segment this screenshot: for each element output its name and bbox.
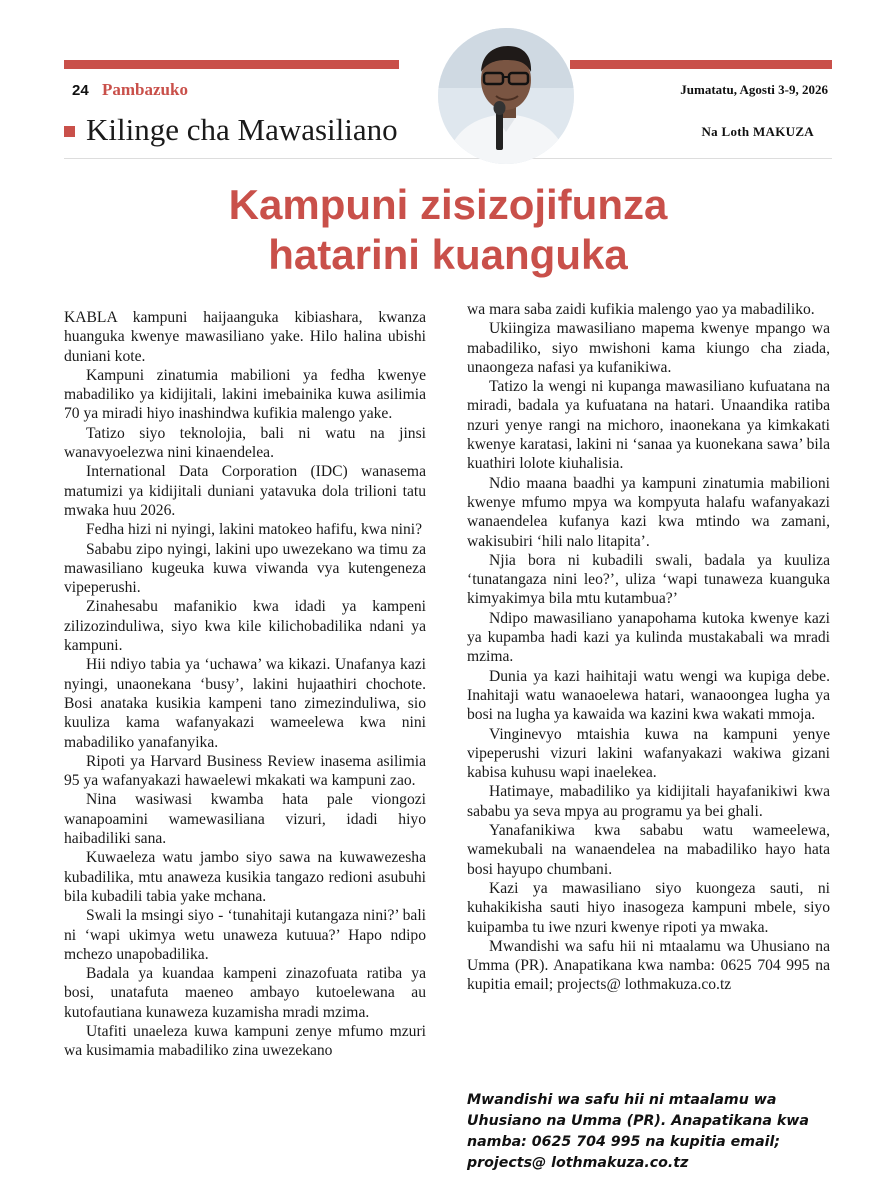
paragraph: Ripoti ya Harvard Business Review inasema asilimia 95 ya wafanyakazi hawaelewi mkakati wa kampuni zao.	[64, 752, 426, 790]
header-separator	[64, 158, 832, 159]
paragraph: Fedha hizi ni nyingi, lakini matokeo hafifu, kwa nini?	[86, 521, 423, 539]
paragraph: Hatimaye, mabadiliko ya kidijitali hayafanikiwi kwa sababu ya seva mpya au programu ya bei ghali.	[467, 783, 830, 820]
author-photo	[438, 28, 574, 164]
paragraph: Hii ndiyo tabia ya ‘uchawa’ wa kikazi. Unafanya kazi nyingi, unaonekana ‘busy’, lakini hujaathiri chochote. Bosi anataka kusikia kampeni tano zimezinduliwa, sio kuuliza kama wafanyakazi wameelewa kwa nini mabadiliko yanafanyika.	[64, 656, 426, 751]
paragraph: Badala ya kuandaa kampeni zinazofuata ratiba ya bosi, unatafuta maeneo ambayo kutoelewana au kutofautiana kunaweza kuzamisha mradi mzima.	[64, 965, 426, 1021]
paragraph: Kampuni zinatumia mabilioni ya fedha kwenye mabadiliko ya kidijitali, lakini imebainika kuwa asilimia 70 ya miradi hiyo inashindwa kufikia malengo yake.	[64, 366, 426, 423]
paragraph: Utafiti unaeleza kuwa kampuni zenye mfumo mzuri wa kusimamia mabadiliko zina uwezekano	[64, 1022, 426, 1060]
paragraph: Tatizo siyo teknolojia, bali ni watu na jinsi wanavyoelezwa nini kinaendelea.	[64, 424, 426, 462]
issue-date: Jumatatu, Agosti 3-9, 2026	[680, 82, 828, 97]
headline-line-2: hatarini kuanguka	[268, 231, 628, 278]
paragraph: Tatizo la wengi ni kupanga mawasiliano kufuatana na miradi, badala ya kufuatana na hatari. Unaandika ratiba nzuri yenye rangi na michoro, inaonekana ya kimkakati kwenye karatasi, lakini ni ‘sanaa ya kuonekana sawa’ bila kuathiri lolote kiuhalisia.	[467, 378, 830, 473]
paragraph: International Data Corporation (IDC) wanasema matumizi ya kidijitali duniani yatavuka dola trilioni tatu mwaka huu 2026.	[64, 463, 426, 519]
article-column-2	[467, 300, 830, 995]
column-marker-square	[64, 126, 75, 137]
column-title: Kilinge cha Mawasiliano	[86, 112, 398, 147]
paragraph: Ndipo mawasiliano yanapohama kutoka kwenye kazi ya kupamba hadi kazi ya kulinda mustakabali wa mradi mzima.	[467, 609, 830, 666]
author-byline: Na Loth MAKUZA	[701, 124, 814, 139]
page-number: 24	[72, 82, 89, 99]
paragraph: Kazi ya mawasiliano siyo kuongeza sauti, ni kuhakikisha sauti hiyo inasogeza kampuni mbele, siyo kuipamba tu iwe nzuri kwenye ripoti ya mwaka.	[467, 879, 830, 936]
author-bio: Mwandishi wa safu hii ni mtaalamu wa Uhusiano na Umma (PR). Anapatikana kwa namba: 0625 704 995 na kupitia email; projects@ lothmakuza.co.tz	[467, 1092, 809, 1171]
paragraph: Njia bora ni kubadili swali, badala ya kuuliza ‘tunatangaza nini leo?’, uliza ‘wapi tunaweza kuanguka kimyakimya bila mtu kutambua?’	[467, 551, 830, 608]
header-rule-right	[570, 60, 832, 69]
header-rule-left	[64, 60, 399, 69]
paragraph: Sababu zipo nyingi, lakini upo uwezekano wa timu za mawasiliano kugeuka kuwa viwanda vya kutengeneza vipeperushi.	[64, 540, 426, 597]
paragraph: Swali la msingi siyo - ‘tunahitaji kutangaza nini?’ bali ni ‘wapi ukimya wetu unaweza kutuua?’ Hapo ndipo mchezo unapobadilika.	[64, 907, 426, 963]
paragraph: Ndio maana baadhi ya kampuni zinatumia mabilioni kwenye mfumo mpya wa kompyuta halafu wafanyakazi wanaendelea kufanya kazi kwa mtindo wa zamani, wakisubiri ‘hili nalo litapita’.	[467, 474, 830, 550]
paragraph: Kuwaeleza watu jambo siyo sawa na kuwawezesha kubadilika, mtu anaweza kusikia tangazo redioni asubuhi bila kubadili tabia yake mchana.	[64, 849, 426, 905]
paragraph: Ukiingiza mawasiliano mapema kwenye mpango wa mabadiliko, siyo mwishoni kama kiungo cha ziada, unaongeza nafasi ya kufanikiwa.	[467, 320, 830, 376]
paragraph: Vinginevyo mtaishia kuwa na kampuni yenye vipeperushi vizuri lakini wafanyakazi wakiwa gizani kabisa kuhusu wapi inaelekea.	[467, 725, 830, 782]
article-column-1	[64, 308, 426, 1061]
paragraph: Zinahesabu mafanikio kwa idadi ya kampeni zilizozinduliwa, siyo kwa kile kilichobadilika ndani ya kampuni.	[64, 598, 426, 655]
headline	[64, 180, 832, 280]
paper-name: Pambazuko	[102, 80, 188, 99]
paragraph: Nina wasiwasi kwamba hata pale viongozi wanapoamini wamewasiliana vizuri, idadi hiyo haibadiliki sana.	[64, 791, 426, 848]
paragraph: Dunia ya kazi haihitaji watu wengi wa kupiga debe. Inahitaji watu wanaoelewa hatari, wanaoongea lugha ya bosi na lugha ya kawaida wa kazini kwa wakati mmoja.	[467, 667, 830, 724]
headline-line-1: Kampuni zisizojifunza	[228, 181, 668, 228]
paragraph: KABLA kampuni haijaanguka kibiashara, kwanza huanguka kwenye mawasiliano yake. Hilo halina ubishi duniani kote.	[64, 309, 426, 365]
paragraph: Mwandishi wa safu hii ni mtaalamu wa Uhusiano na Umma (PR). Anapatikana kwa namba: 0625 704 995 na kupitia email; projects@ lothmakuza.co.tz	[467, 937, 830, 994]
paragraph: Yanafanikiwa kwa sababu watu wameelewa, wamekubali na wanaendelea na mabadiliko hayo hata bosi hayupo chumbani.	[467, 822, 830, 878]
paragraph: wa mara saba zaidi kufikia malengo yao ya mabadiliko.	[467, 301, 815, 318]
